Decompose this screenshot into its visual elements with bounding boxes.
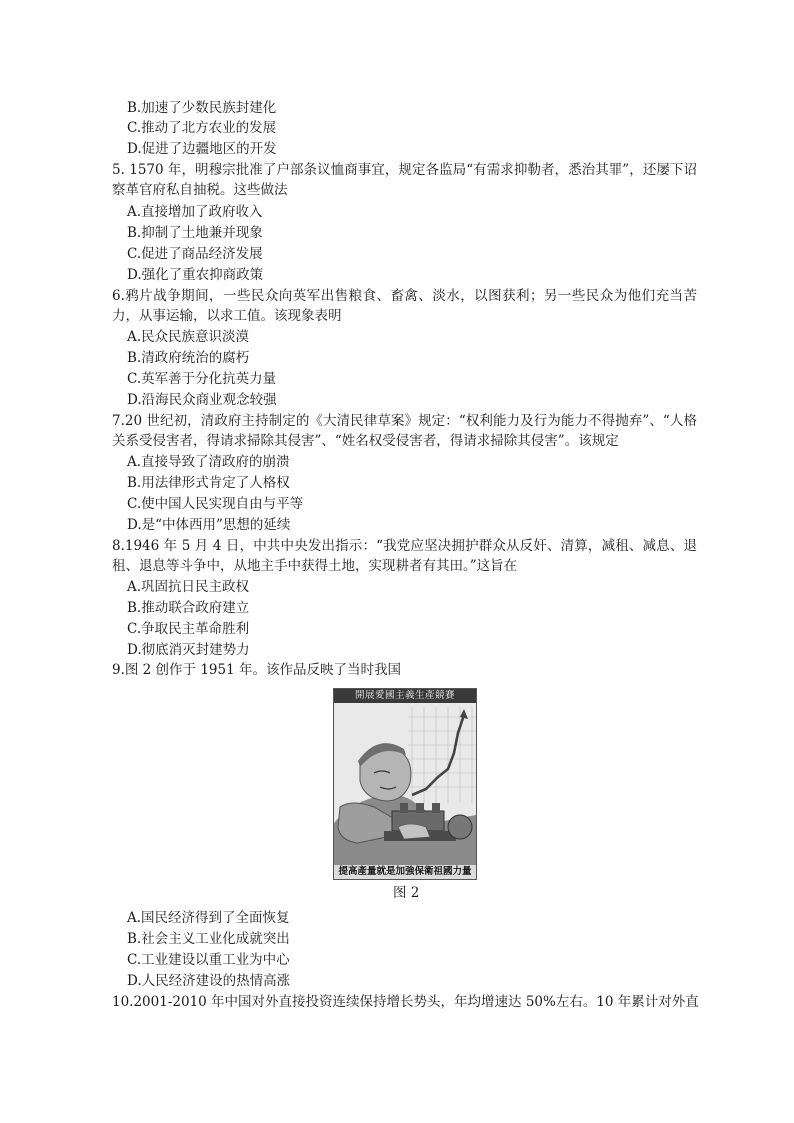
- option-4b: B.加速了少数民族封建化: [127, 100, 277, 116]
- option-7b: B.用法律形式肯定了人格权: [127, 475, 290, 491]
- option-8b: B.推动联合政府建立: [127, 600, 250, 616]
- option-8c: C.争取民主革命胜利: [127, 621, 250, 637]
- option-8a: A.巩固抗日民主政权: [127, 579, 250, 595]
- option-6a: A.民众民族意识淡漠: [127, 329, 250, 345]
- poster-bottom-text: 提高產量就是加強保衛祖國力量: [334, 865, 476, 879]
- option-5d: D.强化了重农抑商政策: [127, 267, 264, 283]
- option-6d: D.沿海民众商业观念较强: [127, 392, 277, 408]
- option-9d: D.人民经济建设的热情高涨: [127, 973, 291, 989]
- poster-banner-text: 開展愛國主義生產競賽: [334, 689, 476, 703]
- question-9: 9.图 2 创作于 1951 年。该作品反映了当时我国: [112, 662, 401, 678]
- option-8d: D.彻底消灭封建势力: [127, 642, 250, 658]
- option-4c: C.推动了北方农业的发展: [127, 120, 277, 136]
- option-7d: D.是“中体西用”思想的延续: [127, 517, 291, 533]
- option-5b: B.抑制了土地兼并现象: [127, 225, 263, 241]
- poster-figure: [333, 688, 477, 880]
- option-5a: A.直接增加了政府收入: [127, 204, 263, 220]
- option-9b: B.社会主义工业化成就突出: [127, 931, 290, 947]
- question-7: 7.20 世纪初，清政府主持制定的《大清民律草案》规定：“权利能力及行为能力不得抛弃”、“人格关系受侵害者，得请求掃除其侵害”、“姓名权受侵害者，得请求掃除其侵害”。该规定: [112, 413, 697, 449]
- question-10: 10.2001-2010 年中国对外直接投资连续保持增长势头，年均增速达 50%左右。10 年累计对外直: [112, 994, 699, 1010]
- option-7a: A.直接导致了清政府的崩溃: [127, 454, 290, 470]
- question-5: 5. 1570 年，明穆宗批准了户部条议恤商事宜，规定各监局“有需求抑勒者，悉治其罪”，还屡下诏察革官府私自抽税。这些做法: [112, 162, 697, 198]
- question-6: 6.鸦片战争期间，一些民众向英军出售粮食、畜禽、淡水，以图获利；另一些民众为他们充当苦力，从事运输，以求工值。该现象表明: [112, 288, 697, 324]
- option-6b: B.清政府统治的腐朽: [127, 350, 250, 366]
- option-4d: D.促进了边疆地区的开发: [127, 141, 277, 157]
- option-5c: C.促进了商品经济发展: [127, 246, 263, 262]
- poster-illustration: [334, 703, 476, 865]
- option-9c: C.工业建设以重工业为中心: [127, 952, 290, 968]
- figure-caption: 图 2: [393, 885, 420, 901]
- option-7c: C.使中国人民实现自由与平等: [127, 496, 304, 512]
- option-9a: A.国民经济得到了全面恢复: [127, 910, 290, 926]
- question-8: 8.1946 年 5 月 4 日，中共中央发出指示：“我党应坚决拥护群众从反奸、清算，减租、减息、退租、退息等斗争中，从地主手中获得土地，实现耕者有其田。”这旨在: [112, 538, 697, 574]
- option-6c: C.英军善于分化抗英力量: [127, 371, 277, 387]
